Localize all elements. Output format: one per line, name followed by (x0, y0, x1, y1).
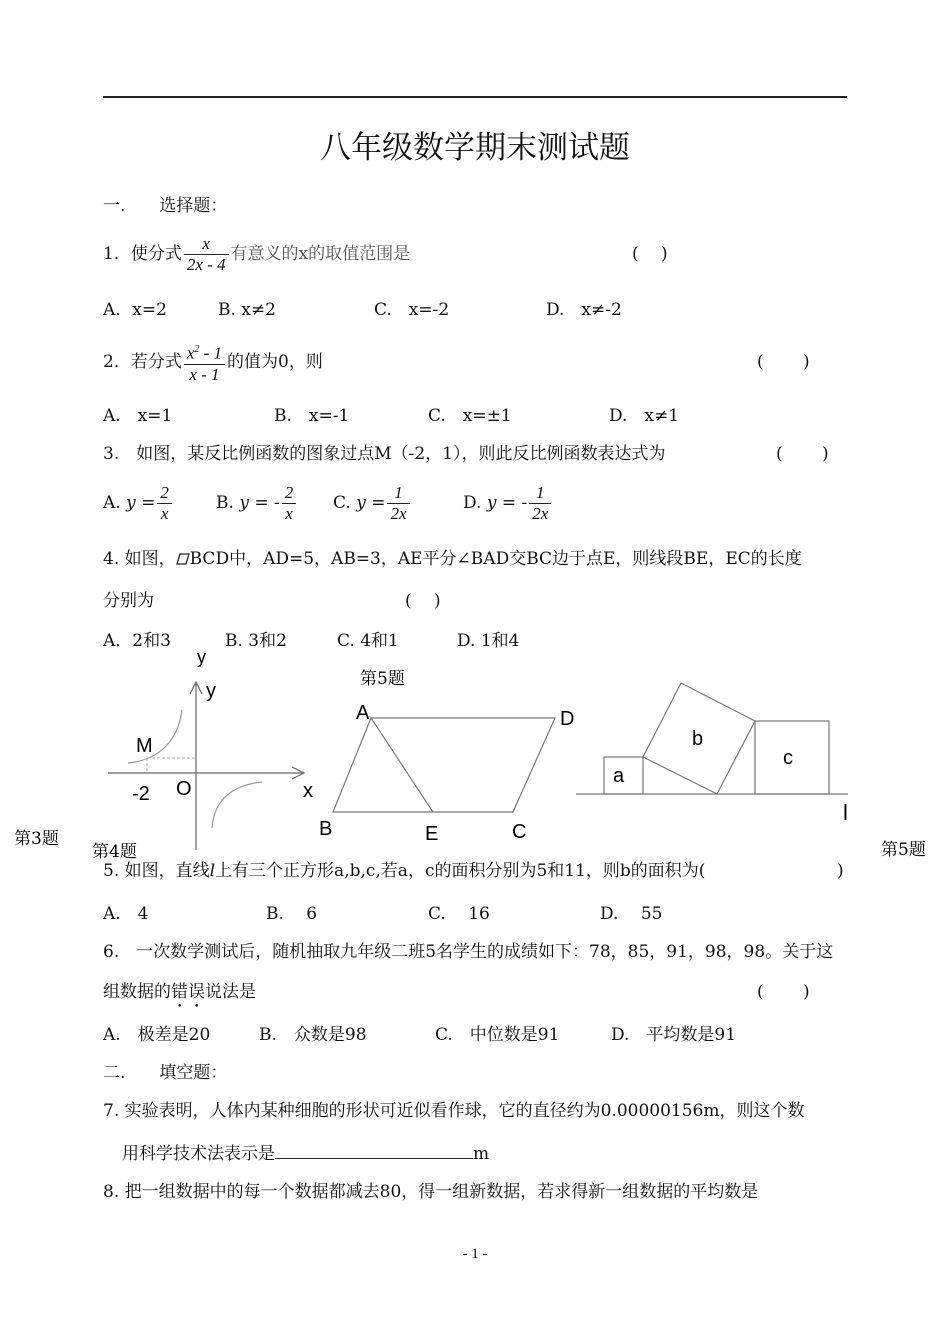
q2-prefix: 2．若分式 (103, 351, 182, 372)
figures-area (0, 640, 950, 870)
q3-a-den: x (160, 504, 169, 523)
section-1-heading: 一. 选择题： (103, 196, 228, 216)
q4-prefix: 4. 如图， (103, 549, 176, 569)
section-2-heading: 二. 填空题： (103, 1063, 228, 1083)
q5-option-d: D. 55 (600, 904, 663, 924)
q3-d-lhs: y = - (486, 493, 528, 513)
q7-line2 (122, 1142, 489, 1165)
q3-c-lhs: y = (356, 493, 386, 513)
q1-option-a: A．x=2 (103, 300, 167, 320)
q4-line2: 分别为 (103, 591, 154, 611)
q5-option-c: C. 16 (428, 904, 490, 924)
figure-4 (319, 669, 574, 845)
fig5-label-a: a (613, 765, 625, 787)
fig4-bisector-ae (371, 718, 433, 812)
q3-a-label: A. (103, 493, 121, 513)
fig5-label-l: l (843, 800, 848, 825)
fig4-caption: 第4题 (92, 842, 137, 862)
fig4-parallelogram (333, 718, 555, 812)
q7-unit: m (473, 1144, 490, 1164)
page-title: 八年级数学期末测试题 (320, 130, 630, 166)
q1-frac-num: x (184, 234, 229, 255)
q7-line2-text: 用科学技术法表示是 (122, 1144, 275, 1164)
q2-frac-num-exp: 2 (194, 344, 200, 355)
q2-option-d: D. x≠1 (609, 406, 680, 426)
q3-b-num: 2 (282, 483, 297, 504)
fig3-neg2-label: -2 (132, 783, 150, 805)
fig3-caption: 第3题 (14, 829, 59, 849)
q2-option-a: A. x=1 (103, 406, 173, 426)
q4-option-a: A．2和3 (103, 631, 171, 651)
q1-option-b: B. x≠2 (218, 300, 276, 320)
question-8: 8. 把一组数据中的每一个数据都减去80，得一组新数据，若求得新一组数据的平均数是 (103, 1182, 759, 1202)
q3-d-den: 2x (532, 504, 549, 523)
q3-b-den: x (285, 504, 293, 523)
q2-suffix: 的值为0，则 (227, 351, 323, 372)
q3-option-c (333, 483, 412, 524)
fig4-label-e: E (425, 823, 439, 845)
q4-paren: ( ) (405, 591, 441, 611)
q3-option-b (216, 483, 298, 524)
q6-option-a: A. 极差是20 (103, 1025, 211, 1045)
q4-option-d: D. 1和4 (457, 631, 520, 651)
q6-line2-a: 组数据的 (103, 982, 171, 1002)
q3-a-lhs: y = (126, 493, 156, 513)
q2-option-b: B. x=-1 (274, 406, 350, 426)
fig3-point-m-label: M (136, 735, 153, 757)
parallelogram-icon (176, 552, 190, 566)
fig3-curve-lower (212, 782, 262, 828)
fig3-origin-label: O (176, 778, 192, 800)
q3-option-a (103, 483, 174, 524)
question-5 (103, 860, 705, 882)
question-4 (103, 548, 802, 570)
question-6: 6. 一次数学测试后，随机抽取九年级二班5名学生的成绩如下：78，85，91，98，98。关于这 (103, 942, 834, 962)
q1-prefix: 1．使分式 (103, 244, 182, 264)
q3-paren: ( ) (776, 444, 829, 464)
fig4-label-a: A (356, 702, 370, 724)
q3-b-lhs: y = - (239, 493, 280, 513)
q3-a-num: 2 (157, 483, 172, 504)
q6-option-b: B. 众数是98 (259, 1025, 367, 1045)
fig4-label-c: C (512, 821, 527, 843)
q1-option-d: D. x≠-2 (546, 300, 622, 320)
fig4-caption-top: 第5题 (360, 669, 405, 689)
q1-frac-den: 2x - 4 (186, 255, 226, 274)
q3-b-label: B. (216, 493, 234, 513)
question-1 (103, 234, 410, 275)
q6-option-c: C. 中位数是91 (435, 1025, 560, 1045)
q1-fraction (184, 234, 229, 275)
header-rule (103, 96, 847, 98)
fig5-label-b: b (692, 728, 704, 750)
q2-paren: ( ) (757, 352, 810, 372)
fig4-label-d: D (560, 708, 575, 730)
question-2 (103, 340, 323, 385)
q5-option-a: A. 4 (103, 904, 149, 924)
q3-d-label: D. (463, 493, 482, 513)
q3-c-den: 2x (390, 504, 407, 523)
q3-c-label: C. (333, 493, 351, 513)
fig5-caption: 第5题 (881, 840, 926, 860)
q6-line2 (103, 981, 256, 1012)
q1-paren: ( ) (632, 244, 668, 264)
q6-line2-b: 说法是 (205, 982, 256, 1002)
fig3-y-top-label: y (197, 647, 206, 667)
q7-answer-blank[interactable] (275, 1142, 473, 1159)
q6-paren: ( ) (757, 982, 810, 1002)
q3-option-d (463, 483, 553, 524)
q2-fraction (184, 340, 225, 385)
q6-option-d: D. 平均数是91 (611, 1025, 737, 1045)
q3-d-num: 1 (529, 483, 551, 504)
fig5-label-c: c (783, 747, 793, 769)
page-number: - 1 - (462, 1246, 488, 1262)
fig3-x-axis-label: x (303, 780, 313, 802)
q4-text: BCD中，AD=5，AB=3，AE平分∠BAD交BC边于点E，则线段BE，EC的长度 (189, 549, 802, 569)
q5-close-paren: ) (837, 861, 844, 881)
figure-5 (576, 683, 848, 825)
q6-emphasis: 错误 (171, 982, 205, 1002)
q2-frac-num-rest: - 1 (199, 343, 223, 363)
fig3-y-axis-label: y (206, 680, 216, 702)
figure-3 (108, 647, 313, 850)
q1-suffix: 有意义的x的取值范围是 (230, 244, 411, 264)
q2-frac-num-base: x (186, 343, 195, 363)
question-7: 7. 实验表明，人体内某种细胞的形状可近似看作球，它的直径约为0.00000156m，则这个数 (103, 1101, 805, 1121)
q1-option-c: C. x=-2 (374, 300, 450, 320)
q5-line-l: l (209, 861, 216, 881)
q5-text: 上有三个正方形a,b,c,若a，c的面积分别为5和11，则b的面积为( (215, 861, 706, 881)
q5-option-b: B. 6 (266, 904, 318, 924)
fig4-label-b: B (319, 818, 333, 840)
q2-frac-den: x - 1 (189, 364, 220, 384)
q2-option-c: C. x=±1 (428, 406, 512, 426)
q3-c-num: 1 (387, 483, 409, 504)
question-3: 3. 如图，某反比例函数的图象过点M（-2，1），则此反比例函数表达式为 (103, 444, 666, 464)
q5-prefix: 5. 如图，直线 (103, 861, 210, 881)
q4-option-b: B. 3和2 (225, 631, 287, 651)
q4-option-c: C. 4和1 (337, 631, 399, 651)
